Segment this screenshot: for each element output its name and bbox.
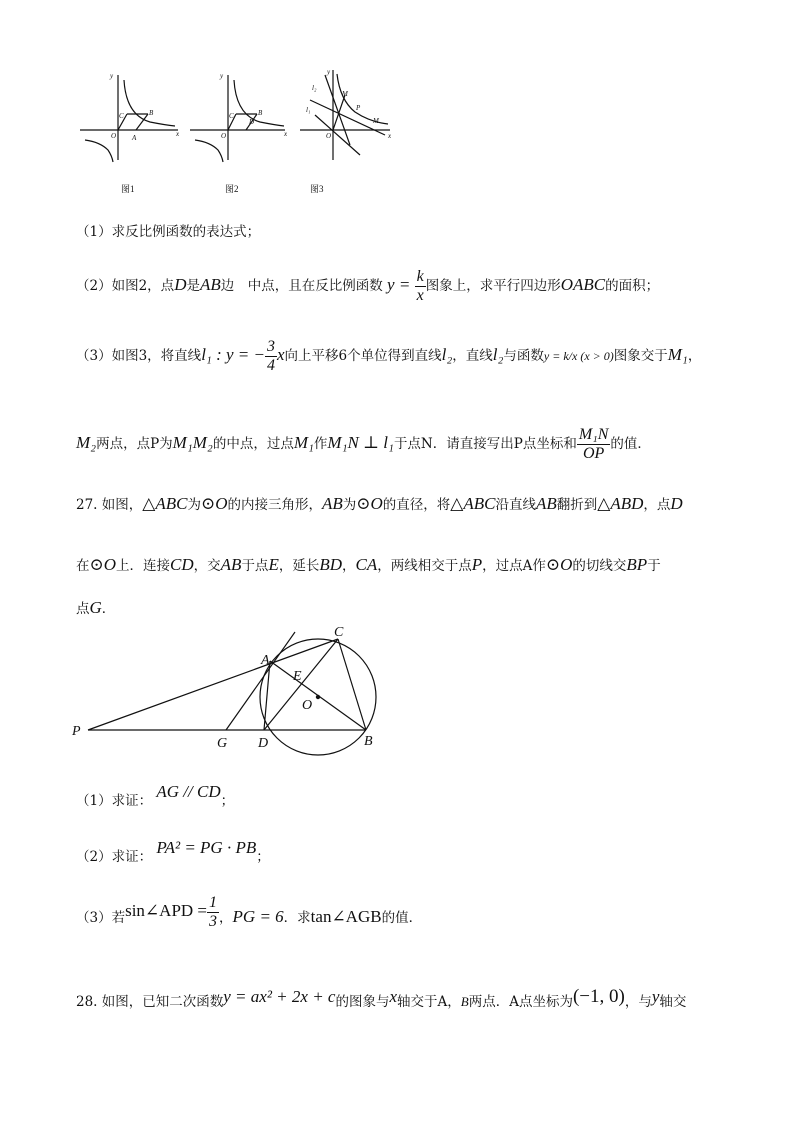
q26-part3-line1: [76, 338, 701, 375]
q28-y: y: [651, 987, 660, 1006]
q26-p2-oabc: OABC: [560, 275, 606, 294]
q27-l1-o2: ⊙O: [356, 494, 383, 513]
q27-line1: [76, 494, 683, 515]
fig2-y-label: y: [220, 72, 224, 80]
q27-l1-d: 为: [342, 497, 357, 513]
q26-p3b-mid4: 于点N．请直接写出P点坐标和: [393, 436, 577, 452]
q27-l1-b: 为: [187, 497, 201, 513]
q27-l2-b: 上．连接: [116, 558, 171, 574]
label-c: C: [334, 625, 344, 640]
q26-p3b-mid2: 的中点，过点: [212, 436, 294, 452]
q26-p3b-m1m2: M₁M₂: [172, 433, 213, 452]
q27-l2-d: 于点: [241, 558, 269, 574]
label-o: O: [302, 698, 313, 713]
q27-s3-frac: $\frac{1}{3}$: [209, 894, 218, 930]
q27-sub1: [76, 782, 235, 811]
q27-s3-pg: PG = 6: [232, 907, 284, 926]
q27-l2-g: ，两线相交于点: [377, 558, 472, 574]
q26-p3-l1: l₁ : y = −: [201, 345, 265, 364]
q26-p3-l2b: l₂: [492, 345, 504, 364]
fig2-x-label: x: [284, 130, 288, 138]
q27-l2-a: 在: [76, 558, 90, 574]
q27-l2-e: ，延长: [278, 558, 320, 574]
q27-l1-a: 27. 如图，: [76, 497, 143, 513]
q27-l2-bp: BP: [626, 555, 648, 574]
q27-l2-i: 的切线交: [572, 558, 627, 574]
q26-p2-ab: AB: [199, 275, 221, 294]
q28-line1: [76, 986, 687, 1012]
q26-p3b-m1: M₁: [293, 433, 314, 452]
q27-sub3: [76, 894, 423, 937]
q26-part2: [76, 268, 659, 305]
q27-l2-bd: BD: [319, 555, 342, 574]
q27-l1-dpt: D: [670, 494, 683, 513]
q27-l2-c: ，交: [193, 558, 221, 574]
caption-fig1: 图1: [121, 184, 135, 194]
q27-s3-sin: sin∠APD =: [125, 901, 208, 920]
q26-p3b-perp: M₁N ⊥ l₁: [327, 433, 394, 452]
fig3-x-label: x: [388, 132, 392, 140]
q26-p3b-frac: $\frac{\text{M₁N}}{OP}$: [578, 426, 609, 462]
fig3-y-label: y: [327, 68, 331, 76]
q26-p3-mid1: 向上平移6个单位得到直线: [284, 348, 442, 364]
q27-l2-f: ，: [342, 558, 356, 574]
q27-l1-h: ，点: [643, 497, 671, 513]
q26-part3-line2: [76, 426, 651, 463]
q27-l1-abc: △ABC: [142, 494, 188, 513]
q28-d: 两点．A点坐标为: [468, 994, 573, 1010]
q26-p2-mid2: 边 中点，且在反比例函数: [220, 278, 383, 294]
fig1-c-label: C: [119, 112, 124, 120]
fig3-l2-label: l₂: [312, 84, 317, 92]
q27-l1-ab2: AB: [535, 494, 557, 513]
q28-c: 轴交于A，: [397, 994, 461, 1010]
label-a: A: [261, 653, 270, 668]
q26-p2-mid3: 图象上，求平行四边形: [425, 278, 561, 294]
fig1-a-label: A: [132, 134, 137, 142]
q26-p3-l2: l₂: [441, 345, 453, 364]
q27-l2-o: ⊙O: [89, 555, 117, 574]
q26-p3-end: ，: [687, 348, 702, 364]
fig3-m2-label: M: [373, 117, 379, 125]
q26-p2-end: 的面积；: [605, 278, 660, 294]
q28-e: ，与: [624, 994, 652, 1010]
q27-l3-a: 点: [76, 601, 90, 617]
q27-line3: [76, 598, 115, 619]
q27-l1-abc2: △ABC: [450, 494, 496, 513]
q28-expr: y = ax² + 2x + c: [223, 987, 336, 1006]
q26-p2-prefix: （2）如图2，点: [76, 278, 175, 294]
q27-s1-a: （1）求证：: [76, 793, 153, 809]
q26-p3b-mid3: 作: [313, 436, 328, 452]
q28-a: 28. 如图，已知二次函数: [76, 994, 224, 1010]
q26-p3b-m2: M₂: [76, 433, 97, 452]
label-g: G: [217, 736, 228, 751]
fig3-m-label: M: [342, 90, 348, 98]
q28-b: 的图象与: [335, 994, 390, 1010]
q27-s2-expr: PA² = PG · PB: [156, 838, 257, 857]
q27-s2-b: ；: [256, 849, 270, 865]
caption-fig3: 图3: [310, 184, 324, 194]
fig2-c-label: C: [229, 112, 234, 120]
fig1-x-label: x: [176, 130, 180, 138]
q26-p3-m1: M₁: [667, 345, 688, 364]
q27-l1-f: 沿直线: [495, 497, 536, 513]
q27-l3-b: ．: [101, 601, 116, 617]
q26-p3-x: x: [276, 345, 285, 364]
q27-l1-o1: ⊙O: [200, 494, 228, 513]
q27-l2-ca: CA: [355, 555, 378, 574]
q27-sub2: [76, 838, 270, 867]
fig1-y-label: y: [110, 72, 114, 80]
line-cb: [338, 639, 366, 730]
q26-p3b-end: 的值．: [610, 436, 651, 452]
fig3-o-label: O: [326, 132, 332, 140]
q26-p3-func: y = k/x (x > 0): [543, 349, 614, 363]
q26-part1: （1）求反比例函数的表达式；: [76, 224, 261, 240]
q27-l2-p: P: [471, 555, 483, 574]
q27-l1-g: 翻折到: [556, 497, 598, 513]
label-d: D: [258, 736, 269, 751]
q27-line2: [76, 555, 661, 576]
q28-f: 轴交: [659, 994, 687, 1010]
caption-fig2: 图2: [225, 184, 239, 194]
q27-s3-b: ，: [219, 910, 233, 926]
q26-p3-mid4: 图象交于: [613, 348, 668, 364]
q27-l1-abd: △ABD: [597, 494, 644, 513]
q27-l2-h: ，过点A作: [482, 558, 546, 574]
q26-p2-frac: $\frac{k}{x}$: [416, 268, 424, 304]
q28-bpt: B: [460, 994, 469, 1009]
q27-s3-tan: tan∠AGB: [310, 907, 382, 926]
q27-l2-o2: ⊙O: [545, 555, 573, 574]
q27-l2-j: 于: [647, 558, 661, 574]
q27-l1-c: 的内接三角形，: [227, 497, 322, 513]
q27-s2-a: （2）求证：: [76, 849, 153, 865]
q27-s3-a: （3）若: [76, 910, 126, 926]
label-b: B: [364, 734, 373, 749]
q27-l2-e-pt: E: [268, 555, 279, 574]
label-e: E: [293, 669, 302, 684]
q27-s1-b: ；: [220, 793, 235, 809]
fig1-o-label: O: [111, 132, 117, 140]
figure-1: [80, 75, 178, 162]
q27-l2-cd: CD: [170, 555, 194, 574]
center-dot: [316, 695, 320, 699]
fig3-p-label: P: [356, 104, 361, 112]
q27-l1-ab: AB: [321, 494, 343, 513]
q27-s1-expr: AG // CD: [156, 782, 221, 801]
q27-s3-d: 的值．: [381, 910, 423, 926]
fig2-b-label: B: [258, 109, 263, 117]
fig3-l1-label: l₁: [306, 106, 311, 114]
line-tangent: [226, 632, 295, 730]
q27-l1-e: 的直径，将: [382, 497, 451, 513]
label-p: P: [72, 724, 81, 739]
q26-p3-mid3: 与函数: [503, 348, 544, 364]
q26-p3b-mid1: 两点，点P为: [96, 436, 173, 452]
fig2-o-label: O: [221, 132, 227, 140]
q26-p3-mid2: ，直线: [452, 348, 493, 364]
q27-s3-c: ．求: [283, 910, 311, 926]
q26-p3-prefix: （3）如图3，将直线: [76, 348, 202, 364]
q27-l2-ab: AB: [220, 555, 242, 574]
q28-coord: (−1, 0): [572, 986, 625, 1007]
fig2-d-label: D: [249, 118, 255, 126]
q26-p2-mid1: 是: [186, 278, 200, 294]
fig1-b-label: B: [149, 109, 154, 117]
q26-p3-frac: $\frac{3}{4}$: [266, 338, 275, 374]
figure-2: [190, 75, 285, 162]
q27-l3-g: G: [89, 598, 102, 617]
q26-p2-d: D: [174, 275, 187, 294]
q26-p2-func-y: y =: [387, 275, 411, 294]
q28-x: x: [389, 987, 398, 1006]
q27-figure: [70, 624, 470, 764]
